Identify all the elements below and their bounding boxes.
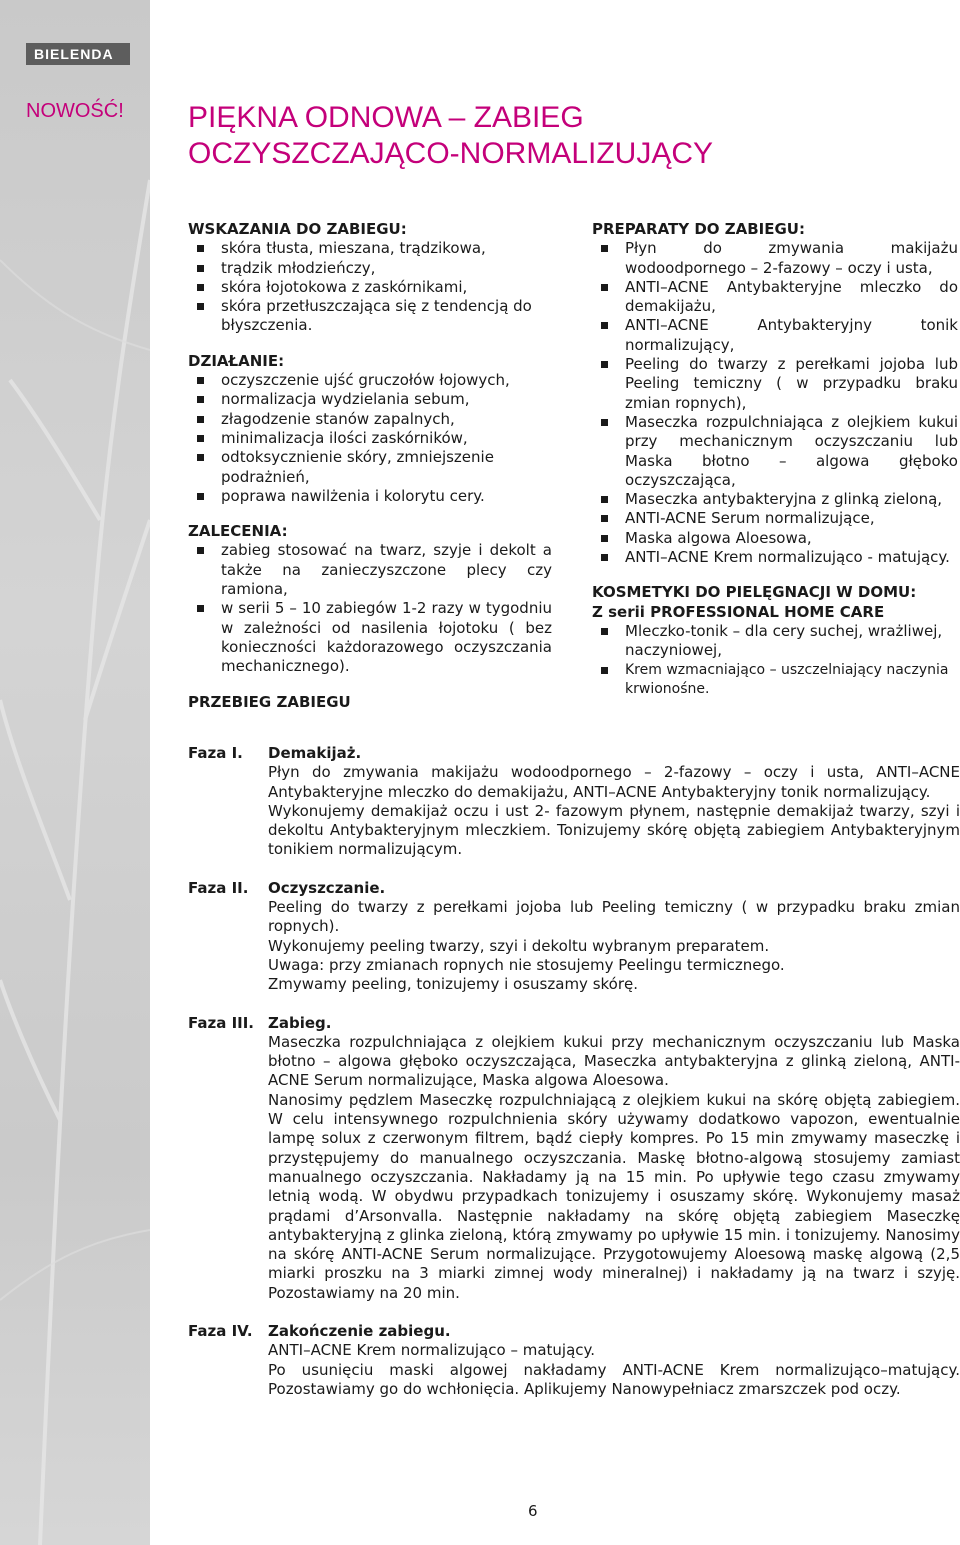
phase-title: Oczyszczanie. <box>268 878 386 897</box>
section-dzialanie <box>188 352 552 506</box>
brand-logo: BIELENDA <box>26 43 130 65</box>
list-item: oczyszczenie ujść gruczołów łojowych, <box>188 371 552 390</box>
list-item: Maseczka rozpulchniająca z olejkiem kukui przy mechanicznym oczyszczaniu lub Maska błotno – algowa głęboko oczyszczająca, <box>592 413 958 490</box>
phase-2 <box>188 879 960 995</box>
section-title-przebieg: PRZEBIEG ZABIEGU <box>188 692 351 711</box>
section-title: KOSMETYKI DO PIELĘGNACJI W DOMU: <box>592 583 917 602</box>
page-title <box>188 100 713 172</box>
list-item: Płyn do zmywania makijażu wodoodpornego – 2-fazowy – oczy i usta, <box>592 239 958 278</box>
phase-1 <box>188 744 960 860</box>
left-column <box>188 220 552 712</box>
phase-label: Faza II. <box>188 878 249 897</box>
phase-label: Faza IV. <box>188 1322 253 1341</box>
section-title: WSKAZANIA DO ZABIEGU: <box>188 220 407 238</box>
list-item: Krem wzmacniająco – uszczelniający naczynia krwionośne. <box>592 661 958 700</box>
phase-paragraph: Wykonujemy demakijaż oczu i ust 2- fazowym płynem, następnie demakijaż twarzy, szyi i dekoltu Antybakteryjnym mleczkiem. Tonizujemy skórę objętą zabiegiem Antybakteryjnym tonikiem normalizującym. <box>268 801 960 859</box>
phase-paragraph: Maseczka rozpulchniająca z olejkiem kukui przy mechanicznym oczyszczaniu lub Maska błotno – algowa głęboko oczyszczająca, Maseczka antybakteryjna z glinką zieloną, ANTI-ACNE Serum normalizujące, Maska algowa Aloesowa. <box>268 1032 960 1090</box>
section-zalecenia <box>188 522 552 676</box>
section-subtitle: Z serii PROFESSIONAL HOME CARE <box>592 602 885 621</box>
list-item: Maska algowa Aloesowa, <box>592 529 958 548</box>
phase-paragraph: Uwaga: przy zmianach ropnych nie stosujemy Peelingu termicznego. <box>268 955 785 974</box>
phase-title: Demakijaż. <box>268 744 362 762</box>
list-item: skóra łojotokowa z zaskórnikami, <box>188 278 552 297</box>
phase-4 <box>188 1322 960 1399</box>
list-item: trądzik młodzieńczy, <box>188 259 552 278</box>
list-item: ANTI–ACNE Antybakteryjne mleczko do demakijażu, <box>592 278 958 317</box>
phase-paragraph: Zmywamy peeling, tonizujemy i osuszamy skórę. <box>268 975 639 994</box>
list-item: Maseczka antybakteryjna z glinką zieloną, <box>592 490 958 509</box>
list-item: ANTI–ACNE Antybakteryjny tonik normalizujący, <box>592 316 958 355</box>
list-item: skóra tłusta, mieszana, trądzikowa, <box>188 239 552 258</box>
phase-title: Zakończenie zabiegu. <box>268 1322 451 1341</box>
section-title: PREPARATY DO ZABIEGU: <box>592 220 805 238</box>
section-preparaty <box>592 220 958 567</box>
phase-title: Zabieg. <box>268 1013 332 1032</box>
section-title: ZALECENIA: <box>188 522 288 541</box>
phase-paragraph: Płyn do zmywania makijażu wodoodpornego – 2-fazowy – oczy i usta, ANTI–ACNE Antybakteryjne mleczko do demakijażu, ANTI–ACNE Antybakteryjny tonik normalizujący. <box>268 763 960 801</box>
sidebar-leaf-decoration <box>0 0 150 1545</box>
list-item: skóra przetłuszczająca się z tendencją do błyszczenia. <box>188 297 552 336</box>
section-kosmetyki <box>592 583 958 699</box>
list-item: poprawa nawilżenia i kolorytu cery. <box>188 487 552 506</box>
list-item: odtoksycznienie skóry, zmniejszenie podrażnień, <box>188 448 552 487</box>
list-item: zabieg stosować na twarz, szyje i dekolt a także na zanieczyszczone plecy czy ramiona, <box>188 541 552 599</box>
procedure-phases <box>188 744 960 1418</box>
phase-paragraph: Po usunięciu maski algowej nakładamy ANTI-ACNE Krem normalizująco–matujący. Pozostawiamy go do wchłonięcia. Aplikujemy Nanowypełniacz zmarszczek pod oczy. <box>268 1360 960 1398</box>
phase-paragraph: Nanosimy pędzlem Maseczkę rozpulchniającą z olejkiem kukui na skórę objętą zabiegiem. W celu intensywnego rozpulchnienia skóry używamy dodatkowo vapozon, ewentualnie lampę solux z czerwonym filtrem, bądź ciepły kompres. Po 15 min zmywamy maseczkę i przystępujemy do manualnego oczyszczania. Maskę błotno-algową stosujemy zamiast manualnego oczyszczania. Nakładamy ją na 15 min. Po upływie tego czasu zmywamy letnią wodą. W obydwu przypadkach tonizujemy i osuszamy skórę. Wykonujemy masaż prądami d’Arsonvalla. Następnie nakładamy na skórę objętą zabiegiem Maseczkę antybakteryjną z glinka zieloną, którą zmywamy po upływie 15 min. i tonizujemy. Nanosimy na skórę ANTI-ACNE Serum normalizujące. Przygotowujemy Aloesową maskę algową (2,5 miarki proszku na 3 miarki zimnej wody mineralnej) i nakładamy ją na twarz i szyję. Pozostawiamy na 20 min. <box>268 1090 960 1302</box>
section-title: DZIAŁANIE: <box>188 351 285 370</box>
phase-paragraph: Wykonujemy peeling twarzy, szyi i dekoltu wybranym preparatem. <box>268 936 770 955</box>
section-wskazania <box>188 220 552 336</box>
right-column <box>592 220 958 715</box>
phase-label: Faza I. <box>188 744 243 762</box>
list-item: Peeling do twarzy z perełkami jojoba lub Peeling temiczny ( w przypadku braku zmian ropnych), <box>592 355 958 413</box>
phase-label: Faza III. <box>188 1013 255 1032</box>
phase-paragraph: Peeling do twarzy z perełkami jojoba lub Peeling temiczny ( w przypadku braku zmian ropnych). <box>268 898 960 936</box>
phase-paragraph: ANTI–ACNE Krem normalizująco – matujący. <box>268 1341 596 1360</box>
title-line-1: PIĘKNA ODNOWA – ZABIEG <box>188 101 584 134</box>
new-badge: NOWOŚĆ! <box>26 100 124 122</box>
list-item: ANTI–ACNE Krem normalizująco - matujący. <box>592 548 958 567</box>
phase-3 <box>188 1014 960 1303</box>
list-item: Mleczko-tonik – dla cery suchej, wrażliwej, naczyniowej, <box>592 622 958 661</box>
list-item: złagodzenie stanów zapalnych, <box>188 410 552 429</box>
list-item: ANTI-ACNE Serum normalizujące, <box>592 509 958 528</box>
page-number: 6 <box>528 1502 538 1520</box>
list-item: normalizacja wydzielania sebum, <box>188 390 552 409</box>
title-line-2: OCZYSZCZAJĄCO-NORMALIZUJĄCY <box>188 137 714 170</box>
list-item: minimalizacja ilości zaskórników, <box>188 429 552 448</box>
list-item: w serii 5 – 10 zabiegów 1-2 razy w tygodniu w zależności od nasilenia łojotoku ( bez konieczności każdorazowego oczyszczania mechanicznego). <box>188 599 552 676</box>
